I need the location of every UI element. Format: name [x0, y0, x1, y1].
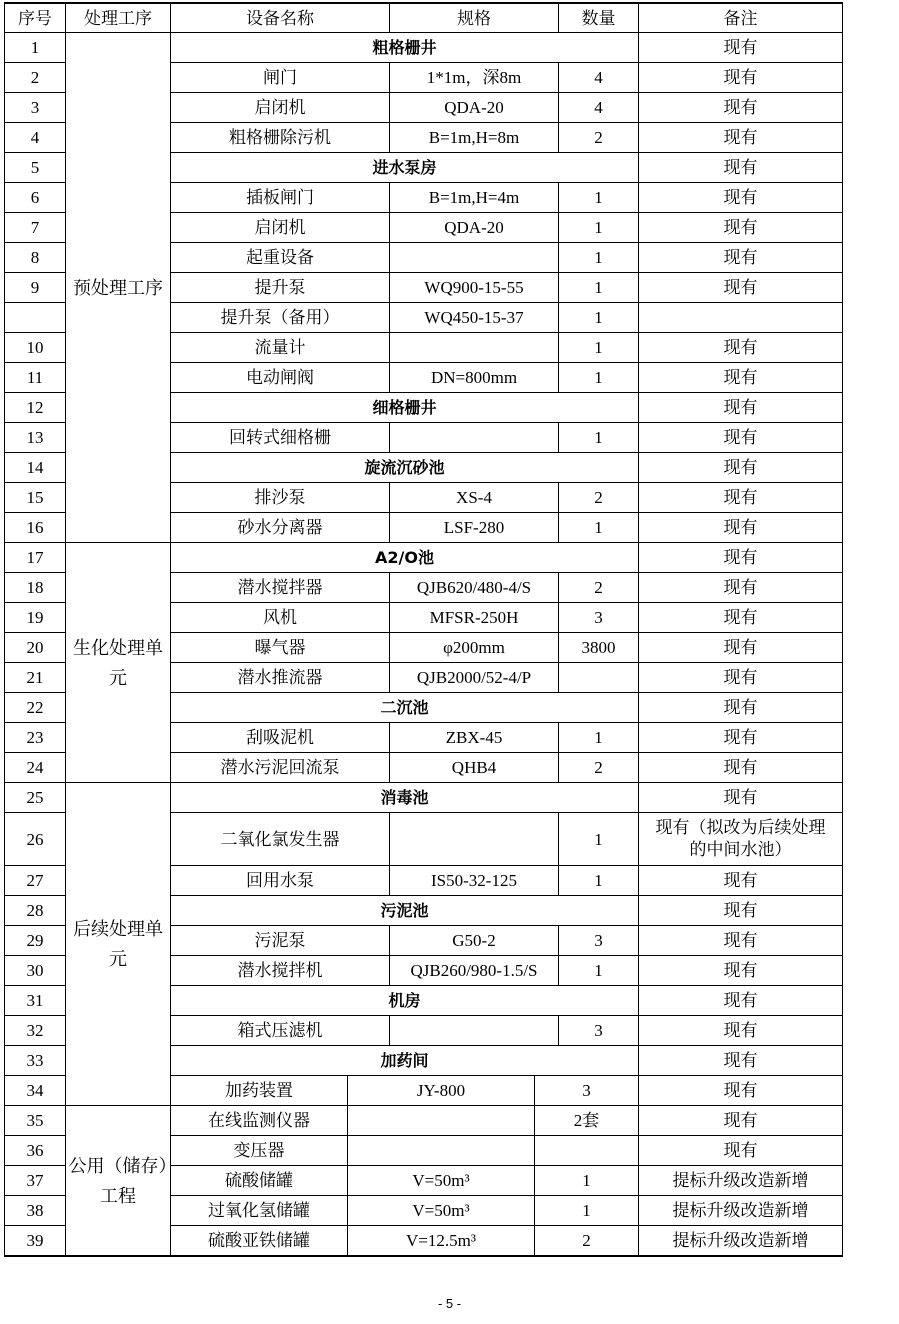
row-note: 现有 — [639, 753, 843, 783]
row-qty: 1 — [559, 303, 639, 333]
header-stage: 处理工序 — [66, 3, 171, 33]
stage-bio: 生化处理单元 — [66, 543, 171, 783]
table-row — [5, 783, 843, 813]
row-note: 现有 — [639, 723, 843, 753]
row-spec: JY-800 — [348, 1076, 535, 1106]
header-qty: 数量 — [559, 3, 639, 33]
row-name: 硫酸储罐 — [171, 1166, 348, 1196]
row-no: 11 — [5, 363, 66, 393]
row-note: 现有 — [639, 1046, 843, 1076]
row-qty: 1 — [559, 213, 639, 243]
row-note: 现有 — [639, 243, 843, 273]
row-name: 电动闸阀 — [171, 363, 390, 393]
row-note: 现有 — [639, 213, 843, 243]
row-no: 26 — [5, 813, 66, 866]
row-qty: 1 — [559, 723, 639, 753]
row-no: 39 — [5, 1226, 66, 1257]
row-name: 排沙泵 — [171, 483, 390, 513]
row-qty: 1 — [559, 813, 639, 866]
row-name: 加药装置 — [171, 1076, 348, 1106]
row-spec — [390, 333, 559, 363]
row-spec — [390, 1016, 559, 1046]
row-spec — [390, 423, 559, 453]
section-title: 进水泵房 — [171, 153, 639, 183]
section-title: 细格栅井 — [171, 393, 639, 423]
row-no: 30 — [5, 956, 66, 986]
row-note: 现有 — [639, 333, 843, 363]
header-note: 备注 — [639, 3, 843, 33]
section-title: 消毒池 — [171, 783, 639, 813]
row-name: 风机 — [171, 603, 390, 633]
row-note: 现有 — [639, 453, 843, 483]
row-qty: 4 — [559, 63, 639, 93]
row-no: 8 — [5, 243, 66, 273]
row-spec: B=1m,H=8m — [390, 123, 559, 153]
table-header-row — [5, 3, 843, 33]
table-row — [5, 33, 843, 63]
row-spec: φ200mm — [390, 633, 559, 663]
row-note: 现有 — [639, 866, 843, 896]
row-no: 38 — [5, 1196, 66, 1226]
row-no: 19 — [5, 603, 66, 633]
section-title: 机房 — [171, 986, 639, 1016]
row-note — [639, 303, 843, 333]
row-qty: 2套 — [535, 1106, 639, 1136]
row-qty: 1 — [559, 183, 639, 213]
row-name: 过氧化氢储罐 — [171, 1196, 348, 1226]
row-spec: QHB4 — [390, 753, 559, 783]
table-row — [5, 543, 843, 573]
row-no: 9 — [5, 273, 66, 303]
row-note: 现有 — [639, 896, 843, 926]
row-note: 现有 — [639, 1016, 843, 1046]
row-spec: QJB2000/52-4/P — [390, 663, 559, 693]
row-name: 潜水污泥回流泵 — [171, 753, 390, 783]
row-qty: 3 — [559, 1016, 639, 1046]
row-qty: 2 — [559, 573, 639, 603]
row-no: 24 — [5, 753, 66, 783]
row-name: 提升泵（备用） — [171, 303, 390, 333]
header-spec: 规格 — [390, 3, 559, 33]
row-no: 17 — [5, 543, 66, 573]
header-name: 设备名称 — [171, 3, 390, 33]
section-title: 二沉池 — [171, 693, 639, 723]
row-spec — [348, 1106, 535, 1136]
row-name: 潜水搅拌器 — [171, 573, 390, 603]
row-no: 15 — [5, 483, 66, 513]
row-name: 插板闸门 — [171, 183, 390, 213]
row-note: 现有 — [639, 423, 843, 453]
row-qty: 3 — [535, 1076, 639, 1106]
row-note: 提标升级改造新增 — [639, 1166, 843, 1196]
row-spec: V=50m³ — [348, 1166, 535, 1196]
row-no: 36 — [5, 1136, 66, 1166]
row-spec: QJB260/980-1.5/S — [390, 956, 559, 986]
row-note: 现有 — [639, 183, 843, 213]
row-no: 23 — [5, 723, 66, 753]
section-title: 加药间 — [171, 1046, 639, 1076]
row-qty: 1 — [559, 333, 639, 363]
row-spec: WQ450-15-37 — [390, 303, 559, 333]
row-name: 潜水推流器 — [171, 663, 390, 693]
row-name: 污泥泵 — [171, 926, 390, 956]
row-no: 31 — [5, 986, 66, 1016]
row-name: 箱式压滤机 — [171, 1016, 390, 1046]
row-qty: 1 — [559, 423, 639, 453]
header-no: 序号 — [5, 3, 66, 33]
row-spec: 1*1m，深8m — [390, 63, 559, 93]
row-no: 2 — [5, 63, 66, 93]
row-name: 砂水分离器 — [171, 513, 390, 543]
row-note: 现有 — [639, 483, 843, 513]
row-spec — [390, 813, 559, 866]
row-qty: 1 — [535, 1166, 639, 1196]
row-no: 7 — [5, 213, 66, 243]
row-qty: 3 — [559, 603, 639, 633]
row-no: 4 — [5, 123, 66, 153]
section-title: 旋流沉砂池 — [171, 453, 639, 483]
row-spec: QJB620/480-4/S — [390, 573, 559, 603]
row-name: 在线监测仪器 — [171, 1106, 348, 1136]
row-note: 现有 — [639, 153, 843, 183]
row-spec: IS50-32-125 — [390, 866, 559, 896]
row-qty: 2 — [535, 1226, 639, 1257]
row-spec: MFSR-250H — [390, 603, 559, 633]
row-no: 32 — [5, 1016, 66, 1046]
stage-post: 后续处理单元 — [66, 783, 171, 1106]
row-no: 35 — [5, 1106, 66, 1136]
row-no: 12 — [5, 393, 66, 423]
row-note: 现有 — [639, 543, 843, 573]
row-note: 现有 — [639, 513, 843, 543]
row-no: 1 — [5, 33, 66, 63]
row-no: 29 — [5, 926, 66, 956]
row-name: 硫酸亚铁储罐 — [171, 1226, 348, 1257]
row-name: 刮吸泥机 — [171, 723, 390, 753]
row-note: 现有 — [639, 363, 843, 393]
row-qty: 3800 — [559, 633, 639, 663]
row-note: 现有 — [639, 956, 843, 986]
row-qty — [559, 663, 639, 693]
row-note: 现有 — [639, 633, 843, 663]
row-no: 28 — [5, 896, 66, 926]
row-note: 现有 — [639, 93, 843, 123]
row-note: 现有 — [639, 663, 843, 693]
row-qty: 1 — [559, 866, 639, 896]
row-qty: 1 — [559, 513, 639, 543]
row-no: 5 — [5, 153, 66, 183]
row-no: 37 — [5, 1166, 66, 1196]
row-no: 33 — [5, 1046, 66, 1076]
row-no: 6 — [5, 183, 66, 213]
row-name: 变压器 — [171, 1136, 348, 1166]
row-spec — [390, 243, 559, 273]
row-no: 18 — [5, 573, 66, 603]
row-spec — [348, 1136, 535, 1166]
row-no: 16 — [5, 513, 66, 543]
row-name: 启闭机 — [171, 93, 390, 123]
row-note: 现有 — [639, 393, 843, 423]
row-name: 粗格栅除污机 — [171, 123, 390, 153]
row-no: 20 — [5, 633, 66, 663]
section-title: A2/O池 — [171, 543, 639, 573]
row-qty: 2 — [559, 483, 639, 513]
row-spec: XS-4 — [390, 483, 559, 513]
row-note: 现有 — [639, 63, 843, 93]
row-no: 14 — [5, 453, 66, 483]
row-note: 现有 — [639, 783, 843, 813]
row-qty: 1 — [535, 1196, 639, 1226]
stage-pre: 预处理工序 — [66, 33, 171, 543]
row-no: 22 — [5, 693, 66, 723]
row-spec: WQ900-15-55 — [390, 273, 559, 303]
row-note: 现有 — [639, 603, 843, 633]
row-qty: 1 — [559, 273, 639, 303]
section-title: 污泥池 — [171, 896, 639, 926]
row-spec: V=12.5m³ — [348, 1226, 535, 1257]
row-name: 潜水搅拌机 — [171, 956, 390, 986]
row-no: 3 — [5, 93, 66, 123]
row-note: 提标升级改造新增 — [639, 1226, 843, 1257]
row-name: 曝气器 — [171, 633, 390, 663]
row-no: 21 — [5, 663, 66, 693]
row-no: 13 — [5, 423, 66, 453]
row-note: 现有 — [639, 33, 843, 63]
row-qty: 4 — [559, 93, 639, 123]
row-name: 闸门 — [171, 63, 390, 93]
stage-util: 公用（储存）工程 — [66, 1106, 171, 1257]
row-note: 提标升级改造新增 — [639, 1196, 843, 1226]
row-no — [5, 303, 66, 333]
row-qty: 1 — [559, 243, 639, 273]
equipment-table — [4, 2, 843, 1257]
row-spec: DN=800mm — [390, 363, 559, 393]
row-qty: 1 — [559, 956, 639, 986]
row-no: 34 — [5, 1076, 66, 1106]
row-note: 现有 — [639, 986, 843, 1016]
row-name: 起重设备 — [171, 243, 390, 273]
page-number: - 5 - — [437, 1296, 462, 1311]
row-no: 25 — [5, 783, 66, 813]
row-note: 现有 — [639, 273, 843, 303]
row-name: 提升泵 — [171, 273, 390, 303]
row-spec: V=50m³ — [348, 1196, 535, 1226]
row-note: 现有 — [639, 693, 843, 723]
row-note: 现有 — [639, 926, 843, 956]
row-note: 现有 — [639, 573, 843, 603]
row-spec: QDA-20 — [390, 93, 559, 123]
row-spec: ZBX-45 — [390, 723, 559, 753]
row-name: 回转式细格栅 — [171, 423, 390, 453]
row-qty: 2 — [559, 123, 639, 153]
row-name: 流量计 — [171, 333, 390, 363]
row-note: 现有 — [639, 1106, 843, 1136]
row-spec: QDA-20 — [390, 213, 559, 243]
row-spec: B=1m,H=4m — [390, 183, 559, 213]
row-note: 现有 — [639, 1136, 843, 1166]
row-note: 现有 — [639, 1076, 843, 1106]
row-spec: LSF-280 — [390, 513, 559, 543]
row-qty — [535, 1136, 639, 1166]
table-row — [5, 1106, 843, 1136]
row-name: 二氧化氯发生器 — [171, 813, 390, 866]
row-qty: 1 — [559, 363, 639, 393]
row-name: 回用水泵 — [171, 866, 390, 896]
row-qty: 2 — [559, 753, 639, 783]
row-note: 现有 — [639, 123, 843, 153]
row-spec: G50-2 — [390, 926, 559, 956]
row-qty: 3 — [559, 926, 639, 956]
row-no: 27 — [5, 866, 66, 896]
row-note: 现有（拟改为后续处理的中间水池） — [639, 813, 843, 866]
section-title: 粗格栅井 — [171, 33, 639, 63]
row-name: 启闭机 — [171, 213, 390, 243]
row-no: 10 — [5, 333, 66, 363]
